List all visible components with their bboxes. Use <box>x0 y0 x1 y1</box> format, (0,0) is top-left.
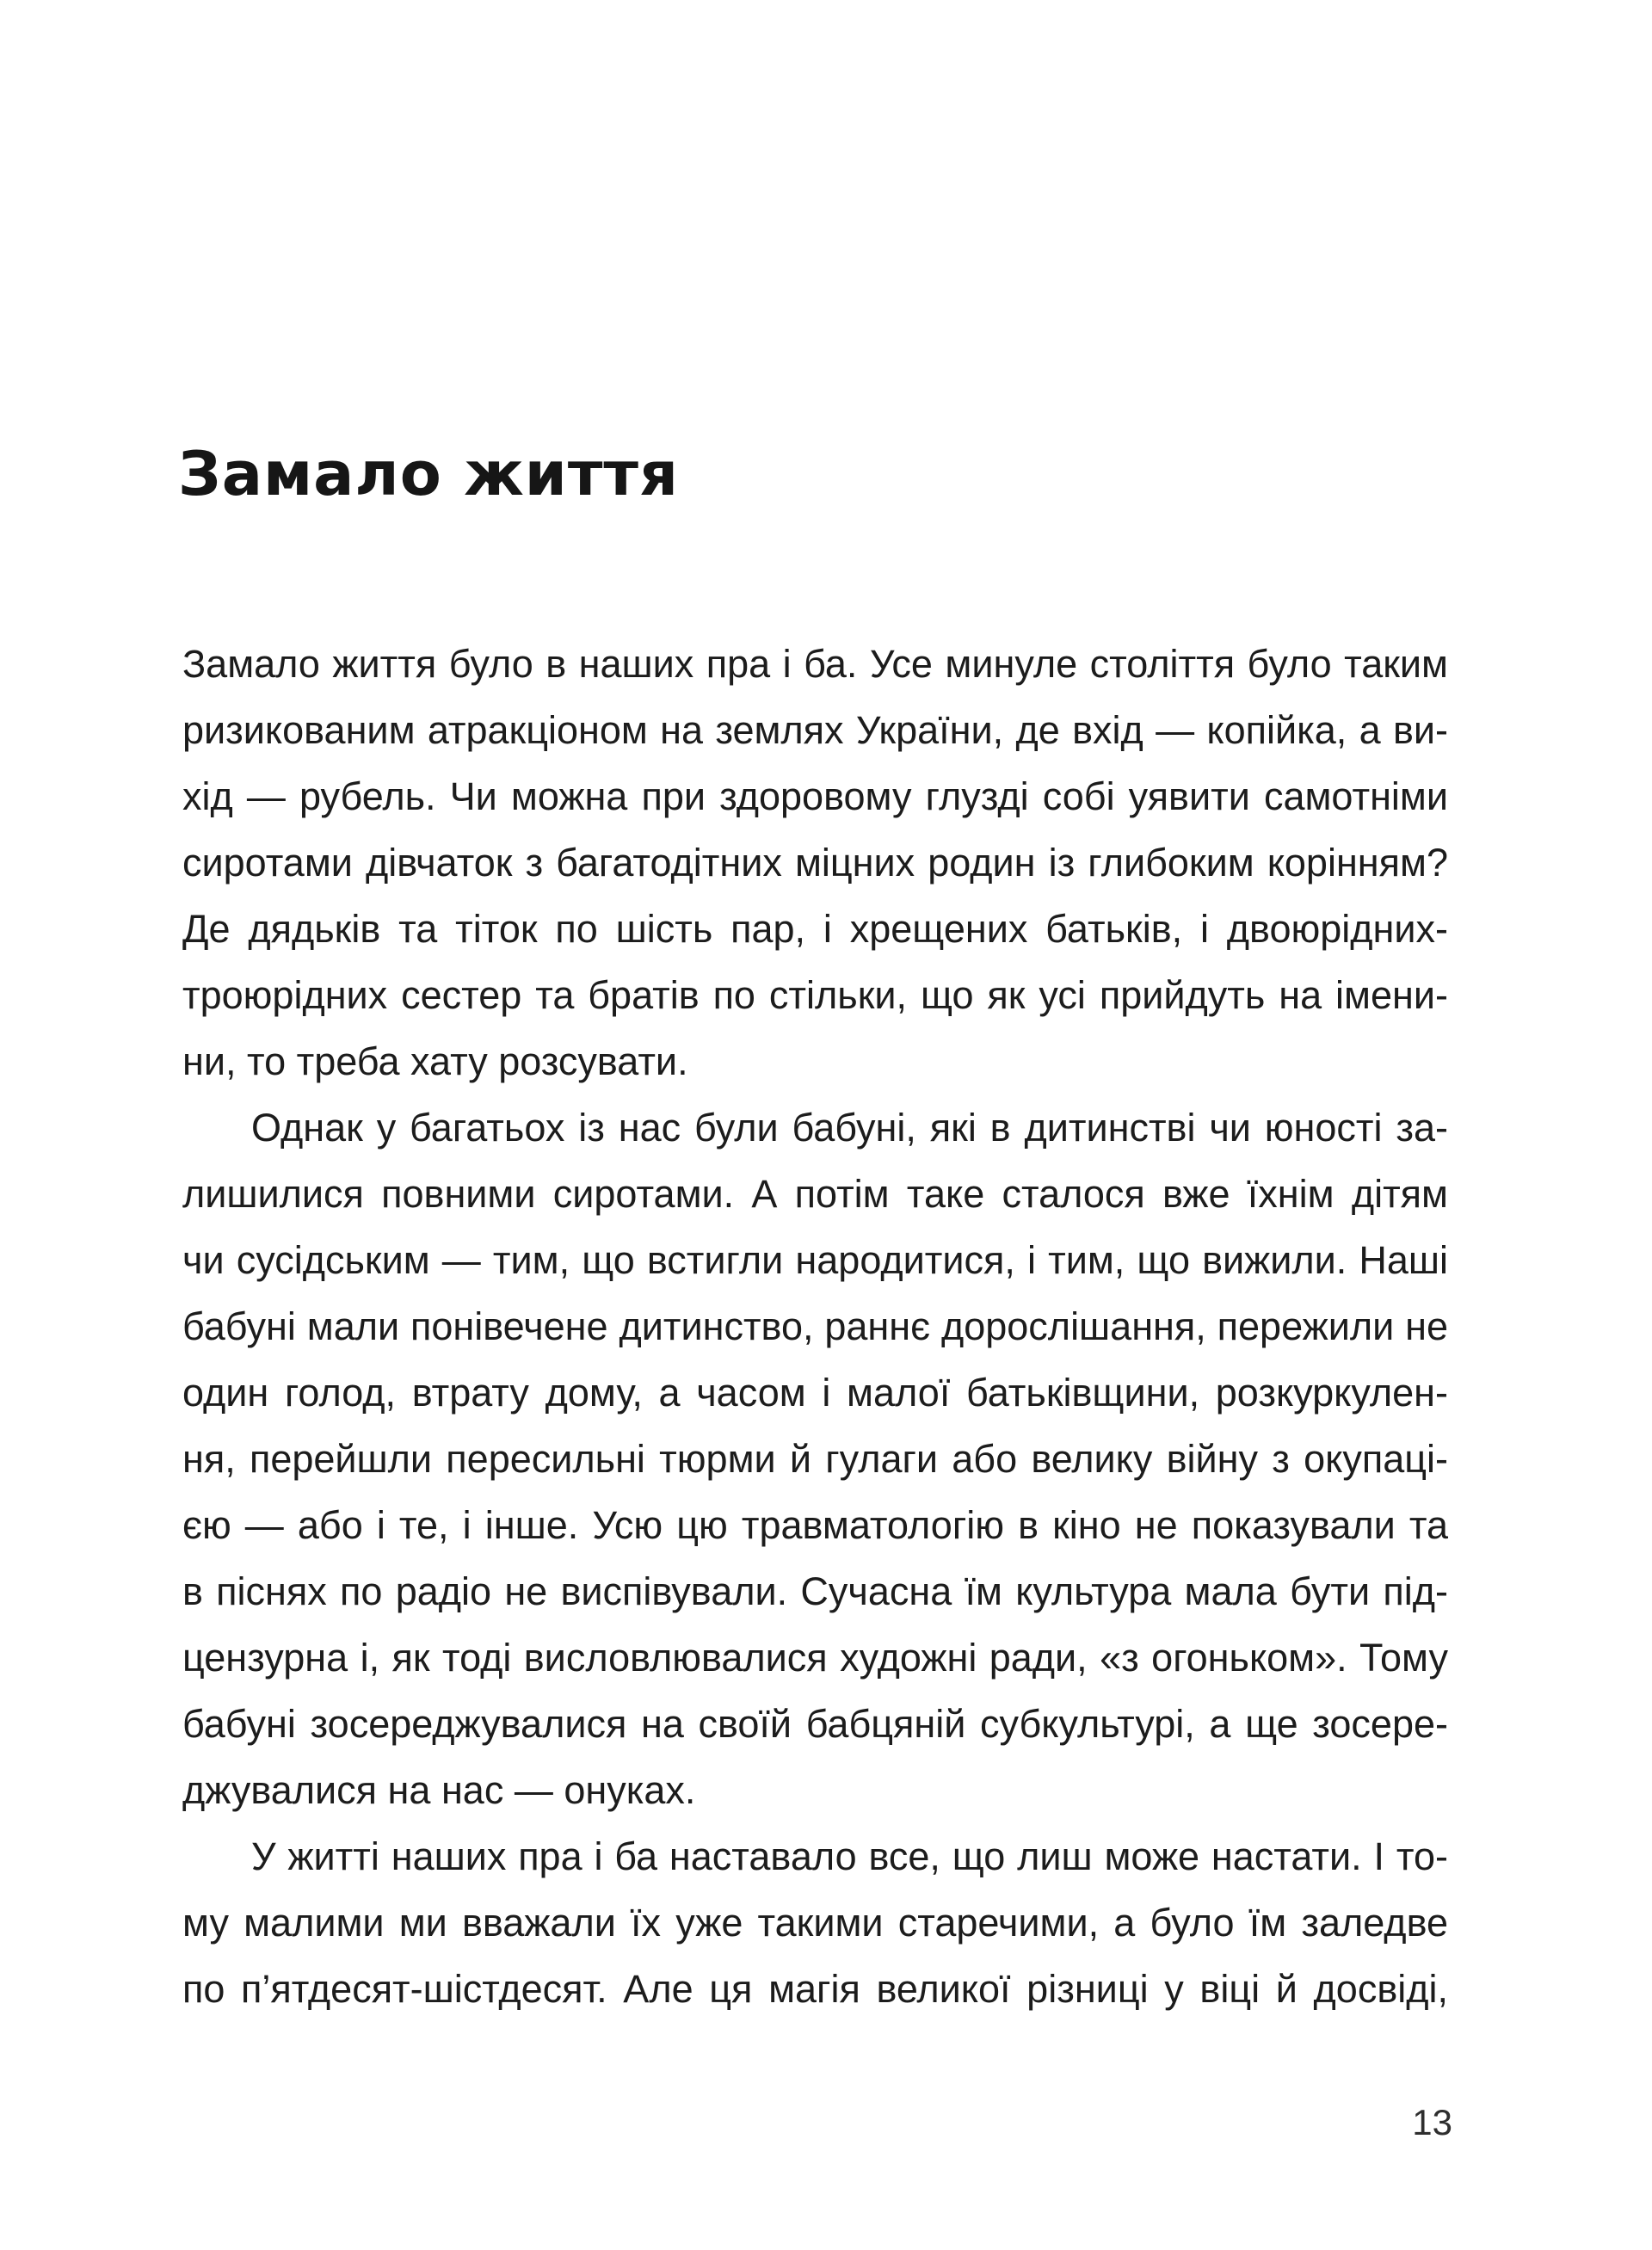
text-line: му малими ми вважали їх уже такими старечими, а було їм заледве <box>182 1901 1448 1945</box>
text-line: по п’ятдесят-шістдесят. Але ця магія великої різниці у віці й досвіді, <box>182 1967 1448 2011</box>
text-line: лишилися повними сиротами. А потім таке сталося вже їхнім дітям <box>182 1172 1448 1216</box>
page-number: 13 <box>1412 2102 1452 2142</box>
chapter-title: Замало життя <box>178 439 679 509</box>
text-line: один голод, втрату дому, а часом і малої батьківщини, розкуркулен- <box>182 1371 1448 1415</box>
text-line: Де дядьків та тіток по шість пар, і хрещених батьків, і двоюрідних- <box>182 907 1448 951</box>
text-line: бабуні мали понівечене дитинство, раннє дорослішання, пережили не <box>182 1304 1448 1348</box>
text-line: ризикованим атракціоном на землях України, де вхід — копійка, а ви- <box>182 708 1448 752</box>
text-line: ня, перейшли пересильні тюрми й гулаги або велику війну з окупаці- <box>182 1437 1448 1481</box>
text-line: Однак у багатьох із нас були бабуні, які в дитинстві чи юності за- <box>251 1106 1448 1150</box>
body-text <box>182 631 1448 2022</box>
text-line: троюрідних сестер та братів по стільки, що як усі прийдуть на імени- <box>182 973 1448 1017</box>
text-line: єю — або і те, і інше. Усю цю травматологію в кіно не показували та <box>182 1503 1448 1547</box>
text-line: чи сусідським — тим, що встигли народитися, і тим, що вижили. Наші <box>182 1238 1448 1282</box>
text-line: сиротами дівчаток з багатодітних міцних родин із глибоким корінням? <box>182 841 1448 885</box>
text-line: бабуні зосереджувалися на своїй бабцяній субкультурі, а ще зосере- <box>182 1702 1448 1746</box>
text-line: в піснях по радіо не виспівували. Сучасна їм культура мала бути під- <box>182 1569 1448 1613</box>
text-line: цензурна і, як тоді висловлювалися художні ради, «з огоньком». Тому <box>182 1636 1448 1680</box>
text-line: Замало життя було в наших пра і ба. Усе минуле століття було таким <box>182 642 1448 686</box>
text-line: ни, то треба хату розсувати. <box>182 1039 688 1083</box>
text-line: хід — рубель. Чи можна при здоровому глузді собі уявити самотніми <box>182 774 1448 818</box>
text-line: У житті наших пра і ба наставало все, що лиш може настати. І то- <box>251 1834 1448 1878</box>
text-line: джувалися на нас — онуках. <box>182 1768 696 1812</box>
